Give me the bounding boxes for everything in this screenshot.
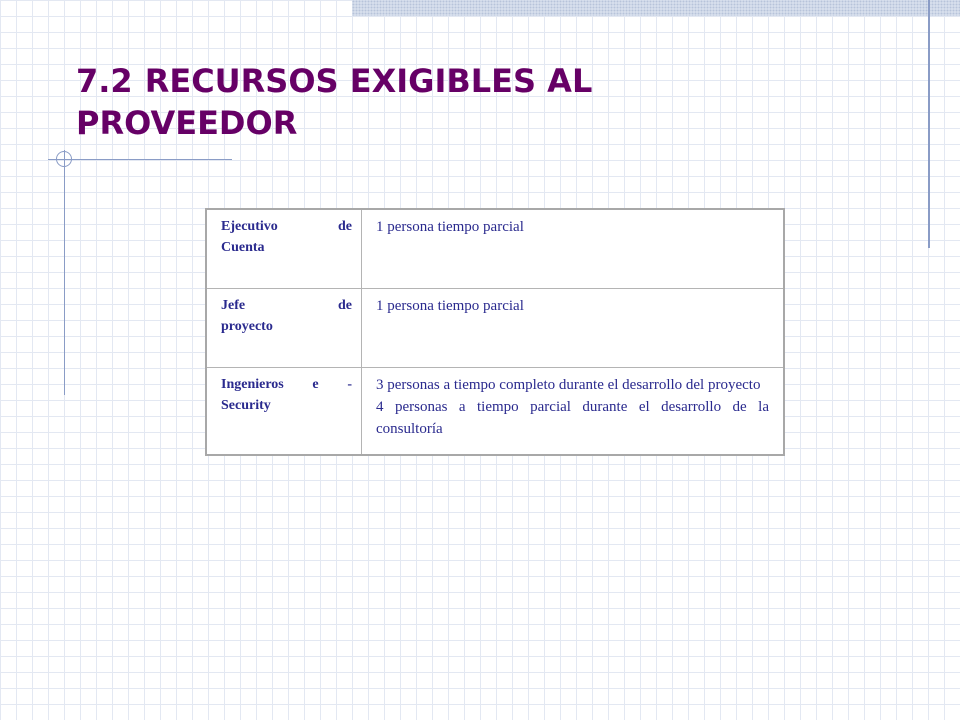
table-row: [206, 209, 784, 289]
role-line: Security: [221, 398, 271, 413]
slide-title: [76, 60, 776, 144]
title-number: 7.2: [76, 62, 133, 100]
decorative-ring-icon: [56, 151, 72, 167]
resource-text: 1 persona tiempo parcial: [376, 298, 524, 314]
resource-text: 3 personas a tiempo completo durante el desarrollo del proyecto: [376, 377, 761, 393]
role-line: Jefe de: [221, 298, 352, 313]
header-dotted-band: [352, 0, 960, 16]
resource-text: 4 personas a tiempo parcial durante el desarrollo de la consultoría: [376, 399, 769, 437]
title-text: RECURSOS EXIGIBLES AL PROVEEDOR: [76, 62, 593, 142]
resources-table: [205, 208, 785, 456]
resources-cell: [362, 368, 785, 456]
role-line: Ingenieros e -: [221, 377, 352, 392]
role-line: Cuenta: [221, 240, 265, 255]
resource-text: 1 persona tiempo parcial: [376, 219, 524, 235]
resources-cell: [362, 209, 785, 289]
role-line: proyecto: [221, 319, 273, 334]
role-line: Ejecutivo de: [221, 219, 352, 234]
decorative-vertical-line-left: [64, 150, 65, 395]
table-row: [206, 289, 784, 368]
resources-cell: [362, 289, 785, 368]
role-cell: [206, 289, 362, 368]
role-cell: [206, 368, 362, 456]
decorative-vertical-line-right: [928, 0, 930, 248]
table-row: [206, 368, 784, 456]
title-underline: [48, 159, 232, 160]
role-cell: [206, 209, 362, 289]
